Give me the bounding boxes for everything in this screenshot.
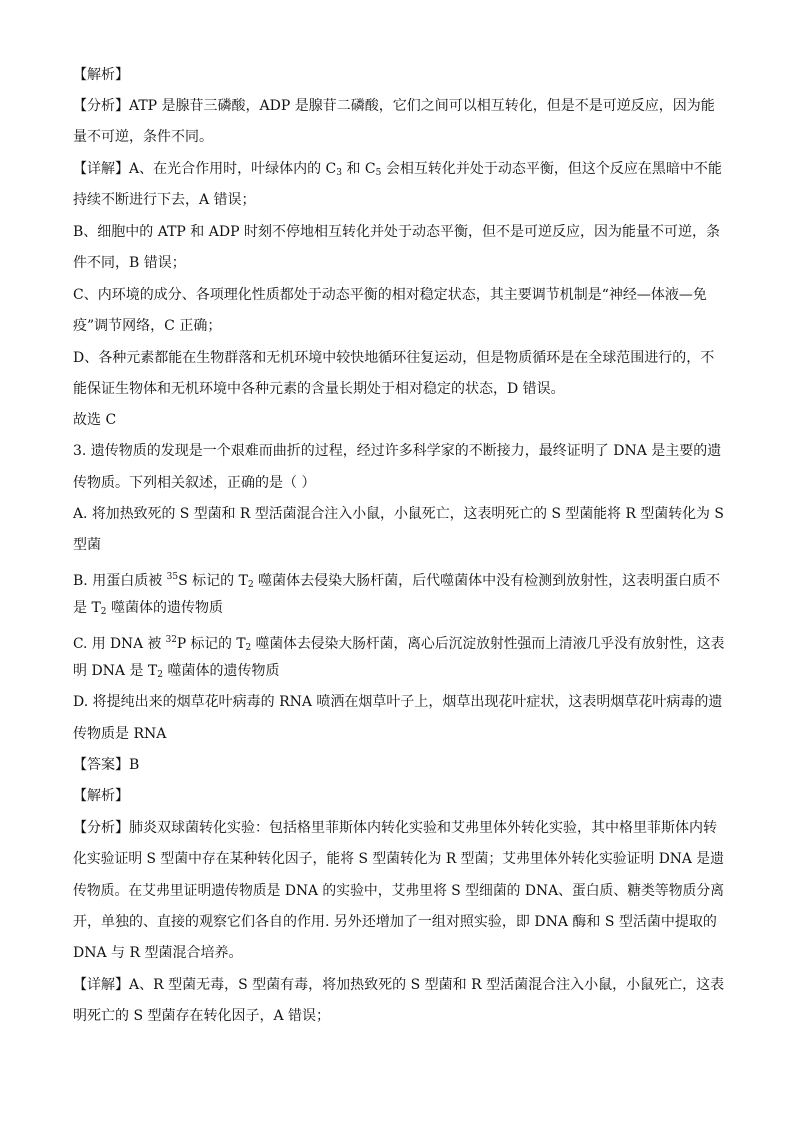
text-segment: 【解析】	[73, 67, 129, 83]
text-line-27	[73, 881, 724, 901]
text-segment: 3	[336, 168, 343, 178]
text-segment: 噬菌体的遗传物质	[106, 600, 223, 616]
text-segment: 2	[157, 670, 164, 680]
text-segment: B、细胞中的 ATP 和 ADP 时刻不停地相互转化并处于动态平衡，但不是可逆反应，因为能量不可逆，条	[73, 224, 720, 240]
text-segment: 3. 遗传物质的发现是一个艰难而曲折的过程，经过许多科学家的不断接力，最终证明了 DNA 是主要的遗	[73, 443, 722, 459]
text-segment: 【分析】ATP 是腺苷三磷酸，ADP 是腺苷二磷酸，它们之间可以相互转化，但是不是可逆反应，因为能	[73, 98, 715, 114]
analysis-heading-1	[73, 65, 129, 85]
answer-choice-text-1	[73, 410, 116, 430]
text-segment: 持续不断进行下去，A 错误；	[73, 192, 256, 208]
text-segment: DNA 与 R 型菌混合培养。	[73, 945, 243, 961]
text-segment: 【解析】	[73, 788, 129, 804]
text-segment: 32	[165, 635, 177, 645]
text-segment: S 标记的 T	[178, 573, 248, 589]
text-segment: 开，单独的、直接的观察它们各自的作用. 另外还增加了一组对照实验，即 DNA 酶和 S 型活菌中提取的	[73, 914, 717, 930]
text-segment: 是 T	[73, 600, 101, 616]
text-segment: 【详解】A、在光合作用时，叶绿体内的 C	[73, 161, 337, 177]
text-segment: 传物质。在艾弗里证明遗传物质是 DNA 的实验中，艾弗里将 S 型细菌的 DNA、蛋白质、糖类等物质分离	[73, 883, 725, 899]
text-line-26	[73, 849, 724, 869]
option-c	[73, 630, 724, 658]
text-segment: C. 用 DNA 被	[73, 636, 166, 652]
text-segment: B. 用蛋白质被	[73, 573, 167, 589]
text-segment: 【答案】B	[73, 757, 140, 773]
text-line-10	[73, 348, 714, 368]
text-segment: P 标记的 T	[176, 636, 246, 652]
text-line-9	[73, 316, 221, 336]
text-segment: 明死亡的 S 型菌存在转化因子，A 错误；	[73, 1008, 331, 1024]
text-line-28	[73, 912, 717, 932]
analysis-paragraph-2	[73, 818, 717, 838]
option-a	[73, 504, 724, 524]
text-line-7	[73, 253, 186, 273]
text-segment: D、各种元素都能在生物群落和无机环境中较快地循环往复运动，但是物质循环是在全球范围进行的，不	[73, 350, 715, 366]
text-segment: 疫”调节网络，C 正确；	[73, 318, 222, 334]
text-segment: A. 将加热致死的 S 型菌和 R 型活菌混合注入小鼠，小鼠死亡，这表明死亡的 S 型菌能将 R 型菌转化为 S	[73, 506, 724, 522]
text-line-29	[73, 943, 242, 963]
question-3-stem	[73, 441, 721, 461]
text-segment: 【分析】肺炎双球菌转化实验：包括格里菲斯体内转化实验和艾弗里体外转化实验，其中格里菲斯体内转	[73, 820, 717, 836]
text-segment: 型菌	[73, 537, 101, 553]
text-segment: 化实验证明 S 型菌中存在某种转化因子，能将 S 型菌转化为 R 型菌；艾弗里体外转化实验证明 DNA 是遗	[73, 851, 724, 867]
text-line-16	[73, 535, 101, 555]
text-segment: 5	[375, 168, 382, 178]
text-segment: 能保证生物体和无机环境中各种元素的含量长期处于相对稳定的状态，D 错误。	[73, 381, 565, 397]
text-line-5	[73, 190, 256, 210]
detail-paragraph-1	[73, 159, 722, 183]
text-segment: 会相互转化并处于动态平衡，但这个反应在黑暗中不能	[381, 161, 722, 177]
text-segment: 和 C	[342, 161, 376, 177]
text-segment: 2	[245, 643, 252, 653]
text-segment: 明 DNA 是 T	[73, 663, 158, 679]
text-segment: 2	[247, 580, 254, 590]
text-line-22	[73, 724, 166, 744]
text-segment: 35	[166, 572, 179, 582]
text-line-18	[73, 598, 223, 622]
text-segment: 【详解】A、R 型菌无毒，S 型菌有毒，将加热致死的 S 型菌和 R 型活菌混合注入小鼠，小鼠死亡，这表	[73, 977, 725, 993]
text-segment: 传物质是 RNA	[73, 726, 167, 742]
text-segment: 传物质。下列相关叙述，正确的是（ ）	[73, 475, 316, 491]
text-segment: 件不同，B 错误；	[73, 255, 186, 271]
text-line-31	[73, 1006, 330, 1026]
text-line-6	[73, 222, 720, 242]
text-line-20	[73, 661, 279, 685]
analysis-heading-2	[73, 786, 129, 806]
text-segment: 故选 C	[73, 412, 117, 428]
text-segment: 量不可逆，条件不同。	[73, 129, 213, 145]
text-line-8	[73, 285, 707, 305]
text-segment: 噬菌体去侵染大肠杆菌，离心后沉淀放射性强而上清液几乎没有放射性，这表	[251, 636, 725, 652]
text-segment: 噬菌体去侵染大肠杆菌，后代噬菌体中没有检测到放射性，这表明蛋白质不	[253, 573, 721, 589]
answer-label	[73, 755, 139, 775]
analysis-paragraph-1	[73, 96, 715, 116]
text-segment: 噬菌体的遗传物质	[163, 663, 280, 679]
option-b	[73, 567, 720, 595]
text-segment: 2	[100, 607, 107, 617]
text-segment: C、内环境的成分、各项理化性质都处于动态平衡的相对稳定状态，其主要调节机制是“神经—体液—免	[73, 287, 707, 303]
text-line-3	[73, 127, 213, 147]
text-line-14	[73, 473, 315, 493]
option-d	[73, 692, 722, 712]
text-segment: D. 将提纯出来的烟草花叶病毒的 RNA 喷洒在烟草叶子上，烟草出现花叶症状，这表明烟草花叶病毒的遗	[73, 694, 723, 710]
text-line-11	[73, 379, 565, 399]
detail-paragraph-2	[73, 975, 724, 995]
